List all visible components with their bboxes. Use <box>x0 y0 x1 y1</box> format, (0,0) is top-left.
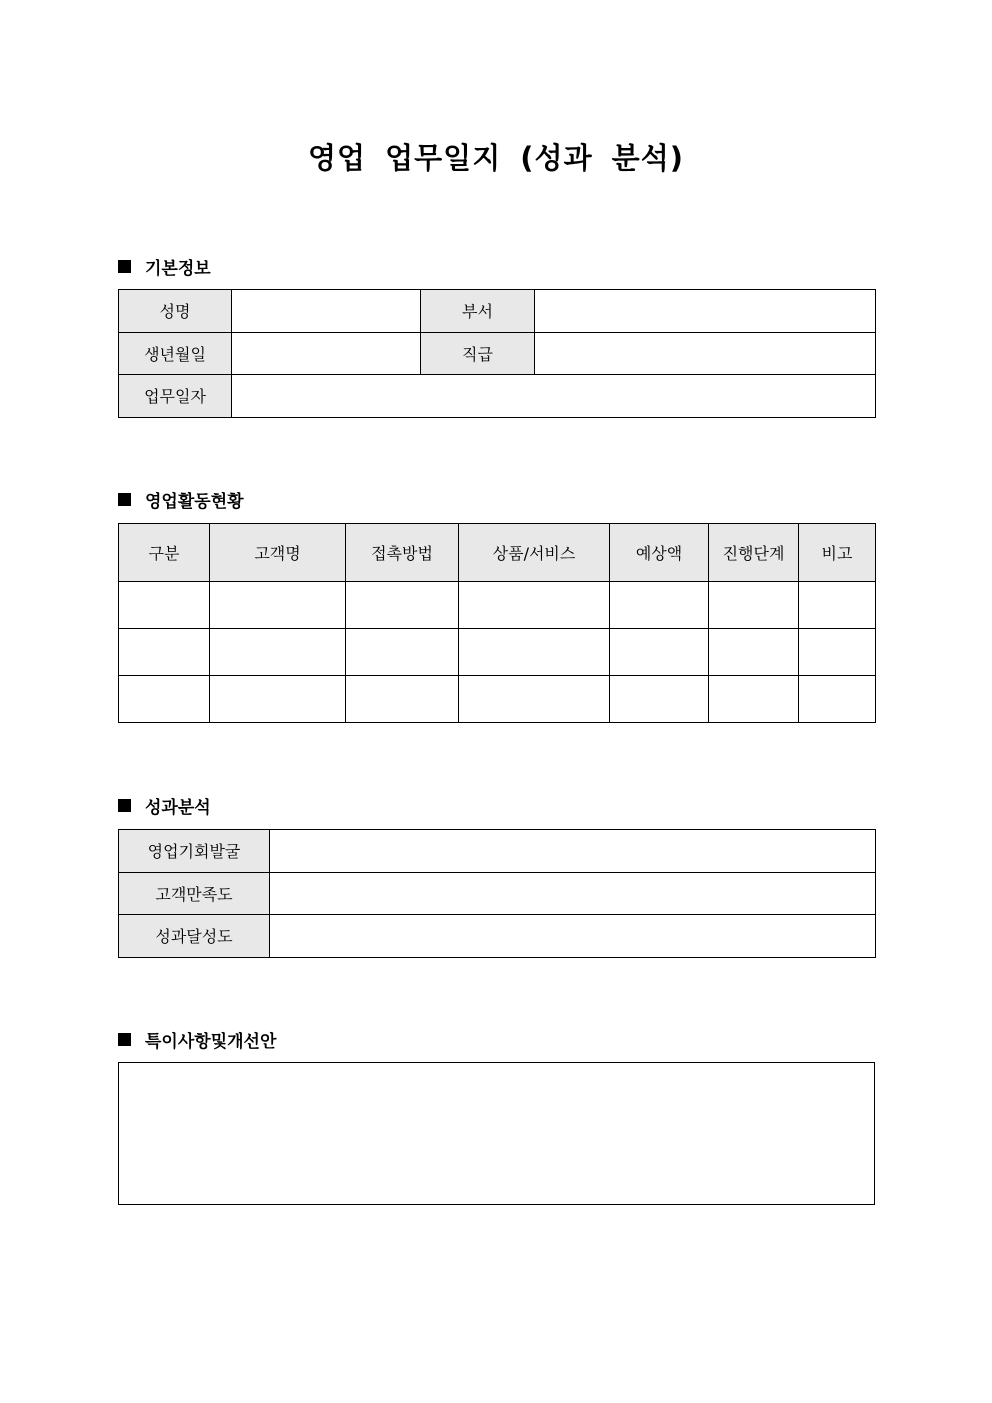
table-cell[interactable] <box>459 676 610 723</box>
department-field[interactable] <box>535 290 876 333</box>
opportunity-label: 영업기회발굴 <box>119 830 270 873</box>
table-cell[interactable] <box>459 582 610 629</box>
satisfaction-label: 고객만족도 <box>119 872 270 915</box>
table-row <box>119 915 876 958</box>
header-expected-amount: 예상액 <box>610 524 709 582</box>
notes-field[interactable] <box>118 1062 875 1205</box>
section-title-label: 영업활동현황 <box>145 492 244 512</box>
table-cell[interactable] <box>610 629 709 676</box>
performance-analysis-table <box>118 829 876 958</box>
achievement-field[interactable] <box>270 915 876 958</box>
work-date-label: 업무일자 <box>119 375 232 418</box>
square-bullet-icon <box>118 799 131 812</box>
square-bullet-icon <box>118 1033 131 1046</box>
section-title-activity <box>118 487 244 512</box>
header-customer: 고객명 <box>210 524 346 582</box>
table-cell[interactable] <box>119 676 210 723</box>
birthdate-label: 생년월일 <box>119 332 232 375</box>
section-title-basic-info <box>118 254 211 279</box>
sales-activity-table <box>118 523 876 723</box>
table-cell[interactable] <box>119 629 210 676</box>
opportunity-field[interactable] <box>270 830 876 873</box>
rank-field[interactable] <box>535 332 876 375</box>
header-progress-stage: 진행단계 <box>709 524 799 582</box>
table-cell[interactable] <box>459 629 610 676</box>
header-category: 구분 <box>119 524 210 582</box>
table-cell[interactable] <box>799 676 876 723</box>
table-cell[interactable] <box>210 582 346 629</box>
satisfaction-field[interactable] <box>270 872 876 915</box>
table-row <box>119 332 876 375</box>
table-cell[interactable] <box>799 629 876 676</box>
section-title-performance <box>118 793 211 818</box>
work-date-field[interactable] <box>232 375 876 418</box>
name-field[interactable] <box>232 290 421 333</box>
table-cell[interactable] <box>610 676 709 723</box>
page-title: 영업 업무일지 (성과 분석) <box>308 141 684 175</box>
header-product-service: 상품/서비스 <box>459 524 610 582</box>
header-remarks: 비고 <box>799 524 876 582</box>
table-cell[interactable] <box>799 582 876 629</box>
table-row <box>119 375 876 418</box>
section-title-label: 성과분석 <box>145 798 211 818</box>
name-label: 성명 <box>119 290 232 333</box>
achievement-label: 성과달성도 <box>119 915 270 958</box>
department-label: 부서 <box>421 290 535 333</box>
birthdate-field[interactable] <box>232 332 421 375</box>
table-header-row <box>119 524 876 582</box>
table-cell[interactable] <box>610 582 709 629</box>
table-row <box>119 290 876 333</box>
table-cell[interactable] <box>210 676 346 723</box>
square-bullet-icon <box>118 260 131 273</box>
table-cell[interactable] <box>346 676 459 723</box>
table-cell[interactable] <box>210 629 346 676</box>
table-row <box>119 629 876 676</box>
table-cell[interactable] <box>709 629 799 676</box>
table-row <box>119 676 876 723</box>
table-cell[interactable] <box>709 676 799 723</box>
basic-info-table <box>118 289 876 418</box>
table-cell[interactable] <box>119 582 210 629</box>
table-cell[interactable] <box>709 582 799 629</box>
section-title-notes <box>118 1027 276 1052</box>
section-title-label: 기본정보 <box>145 259 211 279</box>
square-bullet-icon <box>118 493 131 506</box>
rank-label: 직급 <box>421 332 535 375</box>
table-row <box>119 582 876 629</box>
table-row <box>119 830 876 873</box>
table-cell[interactable] <box>346 582 459 629</box>
table-cell[interactable] <box>346 629 459 676</box>
section-title-label: 특이사항및개선안 <box>145 1032 277 1052</box>
table-row <box>119 872 876 915</box>
header-contact-method: 접촉방법 <box>346 524 459 582</box>
